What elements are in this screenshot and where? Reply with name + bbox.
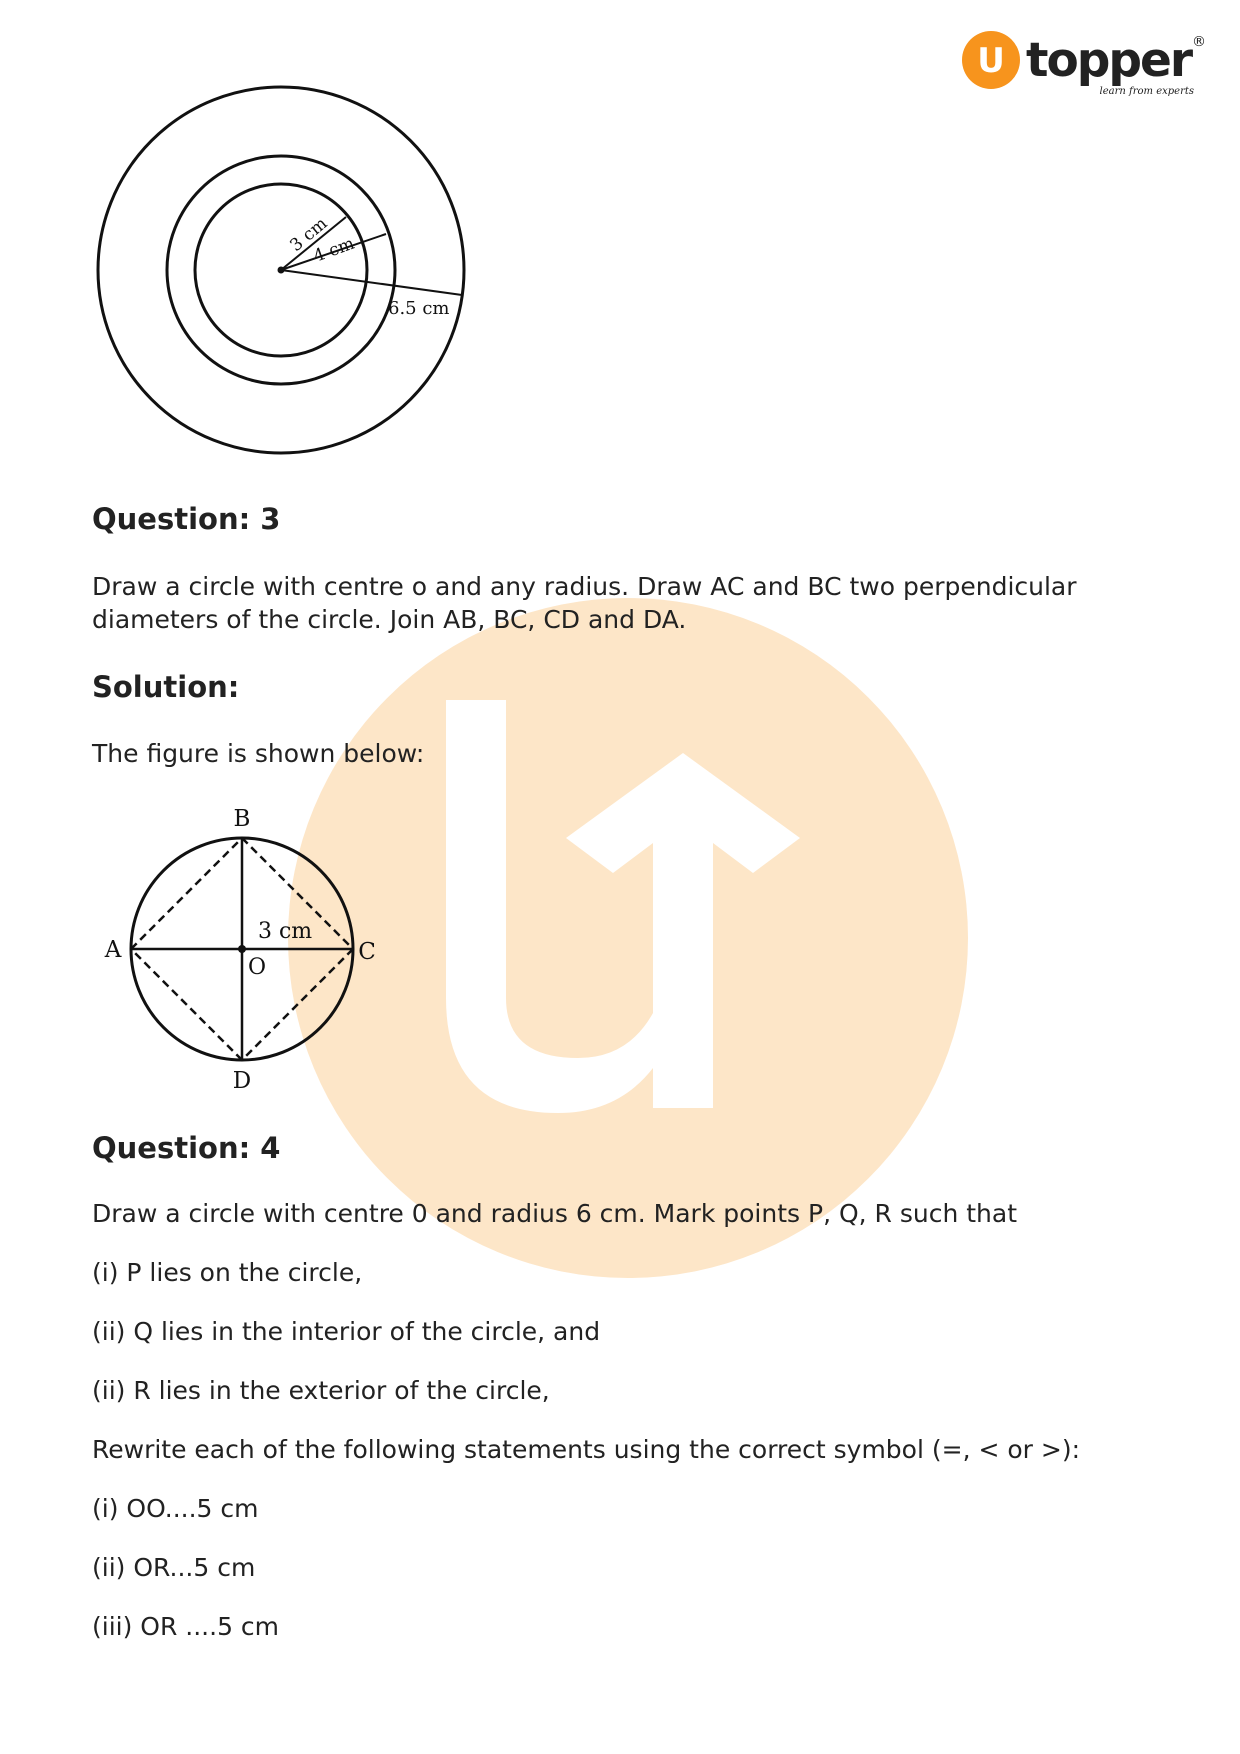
label-3cm: 3 cm	[286, 213, 332, 256]
question-4-intro: Draw a circle with centre 0 and radius 6 cm. Mark points P, Q, R such that	[92, 1199, 1018, 1228]
circle-diameters-figure	[96, 800, 396, 1100]
question-4-item-3: (ii) R lies in the exterior of the circle,	[92, 1376, 550, 1405]
label-o: O	[247, 955, 267, 980]
question-4-item-1: (i) P lies on the circle,	[92, 1258, 363, 1287]
label-4cm: 4 cm	[310, 233, 358, 267]
logo-letter: U	[977, 41, 1005, 81]
question-4-statement-3: (iii) OR ....5 cm	[92, 1612, 280, 1641]
question-3-heading: Question: 3	[92, 502, 281, 536]
chord-ab	[131, 838, 242, 949]
question-4-statement-2: (ii) OR...5 cm	[92, 1553, 256, 1582]
label-6-5cm: 6.5 cm	[388, 298, 450, 319]
label-d: D	[232, 1068, 252, 1094]
question-4-statement-1: (i) OO....5 cm	[92, 1494, 259, 1523]
question-4-heading: Question: 4	[92, 1131, 281, 1165]
label-b: B	[233, 806, 251, 832]
centre-point	[278, 267, 285, 274]
chord-da	[131, 949, 242, 1060]
question-3-line-1: Draw a circle with centre o and any radius. Draw AC and BC two perpendicular	[92, 572, 1077, 601]
registered-mark: ®	[1192, 34, 1206, 50]
centre-point-o	[238, 945, 246, 953]
question-3-line-2: diameters of the circle. Join AB, BC, CD and DA.	[92, 605, 687, 634]
question-4-rewrite: Rewrite each of the following statements using the correct symbol (=, < or >):	[92, 1435, 1081, 1464]
label-a: A	[104, 937, 122, 963]
logo-tagline: learn from experts	[1099, 86, 1194, 97]
label-c: C	[358, 939, 376, 965]
label-radius-3cm: 3 cm	[258, 919, 313, 944]
solution-heading: Solution:	[92, 670, 240, 704]
logo-wordmark: topper	[1026, 33, 1192, 88]
question-4-item-2: (ii) Q lies in the interior of the circle, and	[92, 1317, 601, 1346]
solution-text: The figure is shown below:	[92, 739, 425, 768]
concentric-circles-figure	[86, 80, 476, 470]
brand-logo	[960, 28, 1210, 108]
radius-line-outer	[281, 270, 462, 295]
